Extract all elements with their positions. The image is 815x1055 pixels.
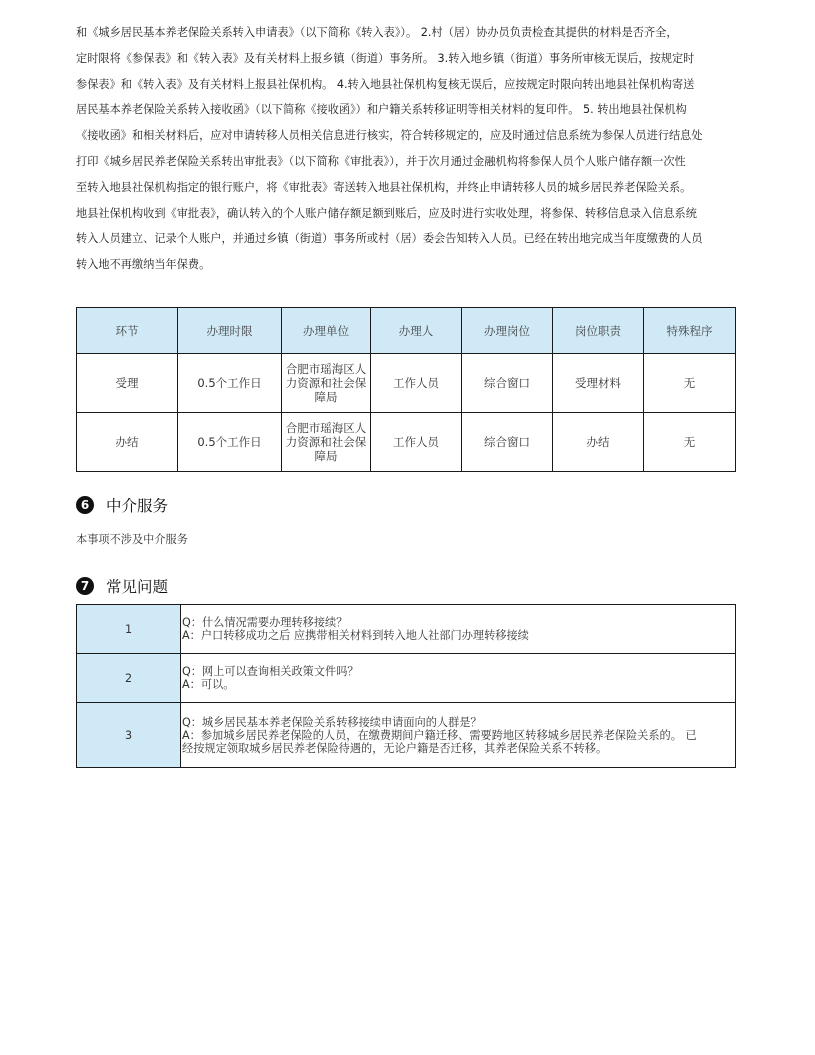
faq-answer-continued: 经按规定领取城乡居民养老保险待遇的，无论户籍是否迁移，其养老保险关系不转移。 — [182, 741, 608, 755]
faq-content — [181, 654, 736, 703]
cell-stage: 办结 — [77, 413, 178, 472]
cell-time-limit: 0.5个工作日 — [178, 413, 282, 472]
paragraph-line: 转入人员建立、记录个人账户，并通过乡镇（街道）事务所或村（居）委会告知转入人员。已经在转出地完成当年度缴费的人员 — [76, 232, 703, 246]
faq-answer: A：户口转移成功之后 应携带相关材料到转入地人社部门办理转移接续 — [182, 629, 529, 642]
cell-unit: 合肥市瑶海区人力资源和社会保障局 — [282, 354, 371, 413]
header-time-limit: 办理时限 — [178, 308, 282, 354]
cell-special: 无 — [644, 354, 736, 413]
header-duty: 岗位职责 — [553, 308, 644, 354]
intermediary-service-text: 本事项不涉及中介服务 — [76, 533, 188, 546]
header-special: 特殊程序 — [644, 308, 736, 354]
faq-row — [77, 654, 736, 703]
cell-post: 综合窗口 — [462, 354, 553, 413]
cell-special: 无 — [644, 413, 736, 472]
faq-question: Q：什么情况需要办理转移接续？ — [182, 616, 348, 629]
faq-content — [181, 605, 736, 654]
paragraph-line: 定时限将《参保表》和《转入表》及有关材料上报乡镇（街道）事务所。 3.转入地乡镇（街道）事务所审核无误后，按规定时 — [76, 51, 695, 65]
header-stage: 环节 — [77, 308, 178, 354]
cell-time-limit: 0.5个工作日 — [178, 354, 282, 413]
table-row — [77, 354, 736, 413]
faq-number: 1 — [77, 605, 181, 654]
cell-duty: 办结 — [553, 413, 644, 472]
paragraph-line: 参保表》和《转入表》及有关材料上报县社保机构。 4.转入地县社保机构复核无误后，应按规定时限向转出地县社保机构寄送 — [76, 77, 695, 91]
cell-handler: 工作人员 — [371, 413, 462, 472]
process-table — [76, 307, 736, 472]
number-circle-icon: 6 — [76, 496, 94, 514]
cell-handler: 工作人员 — [371, 354, 462, 413]
number-circle-icon: 7 — [76, 577, 94, 595]
header-post: 办理岗位 — [462, 308, 553, 354]
cell-stage: 受理 — [77, 354, 178, 413]
section-title: 常见问题 — [106, 578, 169, 596]
faq-answer: A：可以。 — [182, 678, 235, 691]
paragraph-line: 至转入地县社保机构指定的银行账户，将《审批表》寄送转入地县社保机构，并终止申请转移人员的城乡居民养老保险关系。 — [76, 180, 692, 194]
paragraph-line: 《接收函》和相关材料后，应对申请转移人员相关信息进行核实，符合转移规定的，应及时通过信息系统为参保人员进行结息处 — [76, 129, 703, 143]
faq-answer: A：参加城乡居民养老保险的人员，在缴费期间户籍迁移、需要跨地区转移城乡居民养老保险关系的。 已 — [182, 728, 697, 742]
cell-post: 综合窗口 — [462, 413, 553, 472]
paragraph-line: 居民基本养老保险关系转入接收函》（以下简称《接收函》）和户籍关系转移证明等相关材料的复印件。 5. 转出地县社保机构 — [76, 103, 687, 117]
faq-row — [77, 703, 736, 768]
header-handler: 办理人 — [371, 308, 462, 354]
table-header-row — [77, 308, 736, 354]
cell-duty: 受理材料 — [553, 354, 644, 413]
section-7-heading — [76, 575, 168, 597]
faq-table — [76, 604, 736, 768]
faq-content — [181, 703, 736, 768]
paragraph-line: 地县社保机构收到《审批表》，确认转入的个人账户储存额足额到账后，应及时进行实收处理，将参保、转移信息录入信息系统 — [76, 206, 697, 220]
paragraph-line: 转入地不再缴纳当年保费。 — [76, 258, 211, 272]
header-unit: 办理单位 — [282, 308, 371, 354]
cell-unit: 合肥市瑶海区人力资源和社会保障局 — [282, 413, 371, 472]
faq-question: Q：城乡居民基本养老保险关系转移接续申请面向的人群是？ — [182, 715, 482, 729]
faq-number: 3 — [77, 703, 181, 768]
table-row — [77, 413, 736, 472]
faq-row — [77, 605, 736, 654]
transfer-procedure-paragraph — [76, 20, 736, 296]
faq-question: Q：网上可以查询相关政策文件吗？ — [182, 665, 359, 678]
section-6-heading — [76, 494, 168, 516]
faq-number: 2 — [77, 654, 181, 703]
section-title: 中介服务 — [106, 497, 169, 515]
paragraph-line: 打印《城乡居民养老保险关系转出审批表》（以下简称《审批表》），并于次月通过金融机构将参保人员个人账户储存额一次性 — [76, 154, 686, 168]
paragraph-line: 和《城乡居民基本养老保险关系转入申请表》（以下简称《转入表》）。 2.村（居）协办员负责检查其提供的材料是否齐全， — [76, 26, 678, 39]
